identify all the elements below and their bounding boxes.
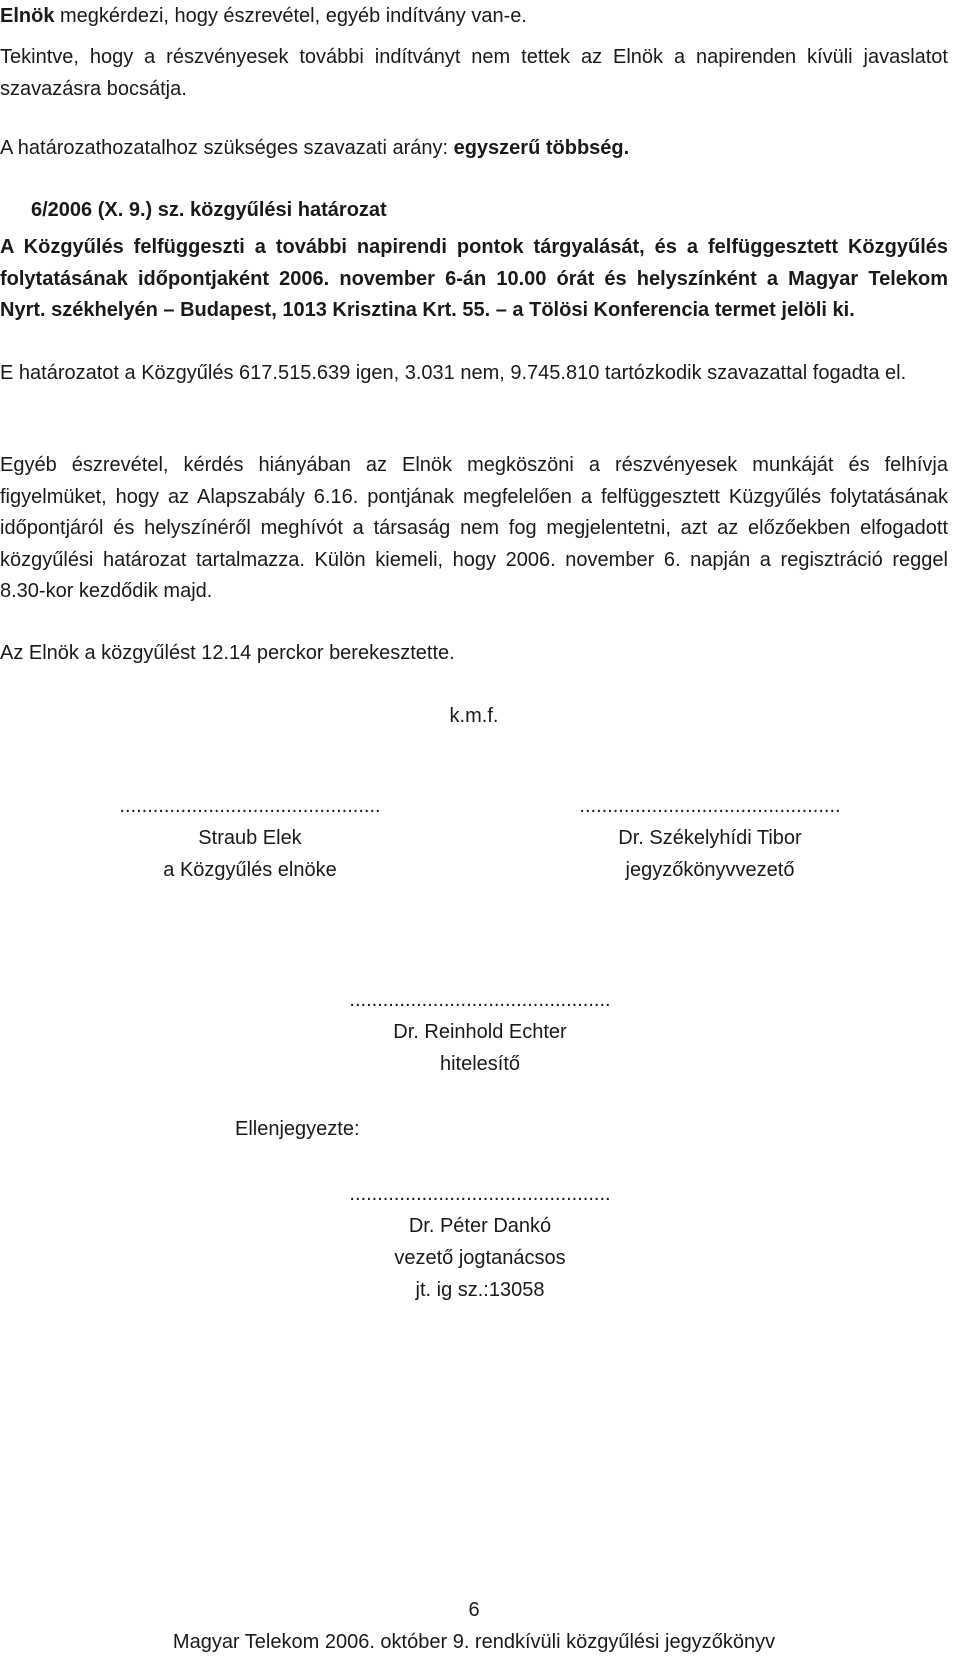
footer-caption: Magyar Telekom 2006. október 9. rendkívüli közgyűlési jegyzőkönyv [172,1631,776,1653]
authenticator-name: Dr. Reinhold Echter [393,1021,567,1043]
counsel-registration: jt. ig sz.:13058 [415,1279,545,1301]
signature-line: ............................................... [349,989,611,1011]
counsel-role: vezető jogtanácsos [394,1247,566,1269]
signature-block-authenticator [330,984,630,1080]
counsel-name: Dr. Péter Dankó [408,1215,552,1237]
signature-line: ............................................... [579,795,841,817]
intro-paragraph-2: Tekintve, hogy a részvényesek további indítványt nem tettek az Elnök a napirenden kívüli javaslatot szavazásra bocsátja. [0,46,948,100]
recorder-role: jegyzőkönyvvezető [625,859,795,881]
vote-ratio-label: A határozathozatalhoz szükséges szavazati arány: [0,137,454,159]
signature-line: ............................................... [119,795,381,817]
signature-block-chair [100,790,400,886]
signature-block-counsel [330,1178,630,1306]
chair-role: a Közgyűlés elnöke [163,859,337,881]
authenticator-role: hitelesítő [439,1053,521,1075]
resolution-vote-result: E határozatot a Közgyűlés 617.515.639 igen, 3.031 nem, 9.745.810 tartózkodik szavazattal fogadta el. [0,362,907,384]
intro-paragraph-1 [0,4,527,28]
resolution-title: 6/2006 (X. 9.) sz. közgyűlési határozat [31,199,387,221]
meeting-closed-line: Az Elnök a közgyűlést 12.14 perckor berekesztette. [0,642,455,664]
vote-ratio-value: egyszerű többség. [453,137,630,159]
intro-text-1: megkérdezi, hogy észrevétel, egyéb indítvány van-e. [54,5,527,27]
resolution-body: A Közgyűlés felfüggeszti a további napirendi pontok tárgyalását, és a felfüggesztett Közgyűlés folytatásának időpontjaként 2006. november 6-án 10.00 órát és helyszínként a Magyar Telekom Nyrt. székhelyén – Budapest, 1013 Krisztina Krt. 55. – a Tölösi Konferencia termet jelöli ki. [0,236,948,321]
vote-ratio-line [0,136,629,160]
closing-paragraph: Egyéb észrevétel, kérdés hiányában az Elnök megköszöni a részvényesek munkáját és felhívja figyelmüket, hogy az Alapszabály 6.16. pontjának megfelelően a felfüggesztett Küzgyűlés folytatásának időpontjáról és helyszínéről meghívót a társaság nem fog megjelentetni, azt az előzőekben elfogadott közgyűlési határozat tartalmazza. Külön kiemeli, hogy 2006. november 6. napján a regisztráció reggel 8.30-kor kezdődik majd. [0,454,948,602]
recorder-name: Dr. Székelyhídi Tibor [618,827,802,849]
kmf-label: k.m.f. [449,705,499,727]
chair-name: Straub Elek [198,827,302,849]
page-number: 6 [468,1599,480,1621]
signature-line: ............................................... [349,1183,611,1205]
countersigned-label: Ellenjegyezte: [235,1118,360,1140]
chair-term: Elnök [0,5,55,27]
signature-block-recorder [560,790,860,886]
